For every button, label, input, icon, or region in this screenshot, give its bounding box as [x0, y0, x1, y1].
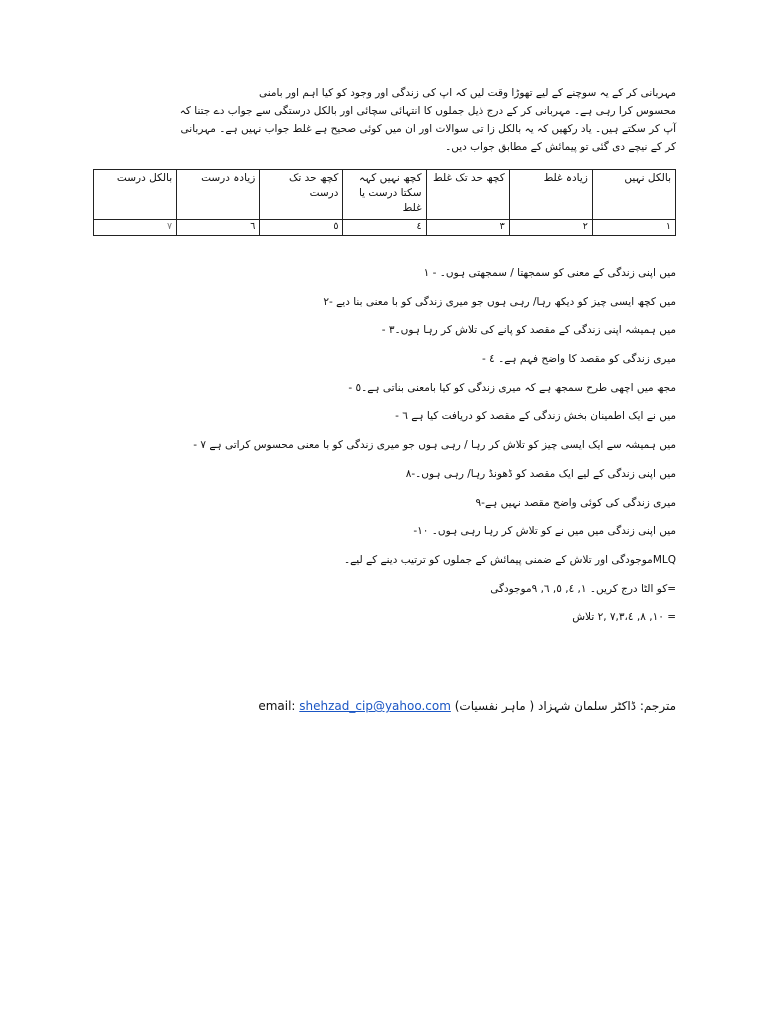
scale-label: کچھ حد تک غلط: [426, 170, 509, 220]
instructions-line: آپ کر سکتے ہیں۔ یاد رکھیں کہ یہ بالکل زا تی سوالات اور ان میں کوئی صحیح ہے غلط جواب نہیں ہے۔ مہربانی: [180, 123, 676, 135]
questionnaire-item: میں کچھ ایسی چیز کو دیکھ رہا/ رہی ہوں جو میری زندگی کو با معنی بنا دیے -۲: [323, 295, 676, 308]
scale-label: زیادہ غلط: [509, 170, 592, 220]
questionnaire-item: میں اپنی زندگی کے معنی کو سمجھتا / سمجھتی ہوں۔ - ١: [423, 267, 676, 279]
scale-label: بالکل نہیں: [592, 170, 675, 220]
questionnaire-item: میری زندگی کو مقصد کا واضح فہم ہے۔ ٤ -: [481, 353, 676, 366]
email-label: email:: [258, 699, 296, 713]
scale-label: کچھ نہیں کہہ سکتا درست یا غلط: [343, 170, 426, 220]
scale-label: زیادہ درست: [177, 170, 260, 220]
questionnaire-item: میری زندگی کی کوئی واضح مقصد نہیں ہے-٩: [475, 496, 676, 509]
questionnaire-item: مجھ میں اچھی طرح سمجھ ہے کہ میری زندگی کو کیا بامعنی بناتی ہے۔٥ -: [348, 381, 676, 394]
scale-number: ٦: [177, 220, 260, 236]
scale-number: ١: [592, 220, 675, 236]
translator-credit: [92, 696, 676, 716]
scoring-search: = ١٠, ٨, ٧,٣،٤ ,٢ تلاش: [572, 611, 676, 624]
translator-name: مترجم: ڈاکٹر سلمان شہزاد ( ماہر نفسیات): [454, 699, 676, 713]
scale-label: کچھ حد تک درست: [260, 170, 343, 220]
questionnaire-item: میں اپنی زندگی میں میں نے کو تلاش کر رہا رہی ہوں۔ ١٠-: [413, 525, 676, 538]
questionnaire-item: میں ہمیشہ سے ایک ایسی چیز کو تلاش کر رہا / رہی ہوں جو میری زندگی کو با معنی محسوس کراتی ہے ٧ -: [193, 439, 676, 452]
scoring-note: MLQموجودگی اور تلاش کے ضمنی پیمائش کے جملوں کو ترتیب دینے کے لیے۔: [343, 553, 676, 566]
instructions-line: محسوس کرا رہی ہے۔ مہربانی کر کے درج ذیل جملوں کا انتہائی سچائی اور بالکل درستگی سے جواب دے جتنا کہ: [179, 105, 676, 117]
scale-number: ٥: [260, 220, 343, 236]
scale-numbers-row: [94, 220, 676, 236]
scale-label: بالکل درست: [94, 170, 177, 220]
instructions-paragraph: [92, 84, 676, 156]
questionnaire-item: میں اپنی زندگی کے لیے ایک مقصد کو ڈھونڈ رہا/ رہی ہوں۔-٨: [405, 467, 676, 480]
questionnaire-item: میں ہمیشہ اپنی زندگی کے مقصد کو پانے کی تلاش کر رہا ہوں۔٣ -: [381, 324, 676, 337]
scale-number: ٤: [343, 220, 426, 236]
scale-number: ٢: [509, 220, 592, 236]
questionnaire-items: [92, 264, 676, 637]
email-link[interactable]: shehzad_cip@yahoo.com: [299, 699, 451, 713]
rating-scale-table: [93, 169, 676, 236]
scale-number: ٧: [94, 220, 177, 236]
scale-labels-row: [94, 170, 676, 220]
instructions-line: کر کے نیچے دی گئی تو پیمائش کے مطابق جواب دیں۔: [445, 141, 676, 153]
questionnaire-item: میں نے ایک اطمینان بخش زندگی کے مقصد کو دریافت کیا ہے ٦ -: [395, 410, 676, 423]
scoring-presence: =کو الٹا درج کریں۔ ١, ٤, ٥, ٦, ٩موجودگی: [490, 582, 676, 595]
scale-number: ٣: [426, 220, 509, 236]
instructions-line: مہربانی کر کے یہ سوچنے کے لیے تھوڑا وقت لیں کہ اپ کی زندگی اور وجود کو کیا اہم اور بامنی: [258, 87, 676, 99]
